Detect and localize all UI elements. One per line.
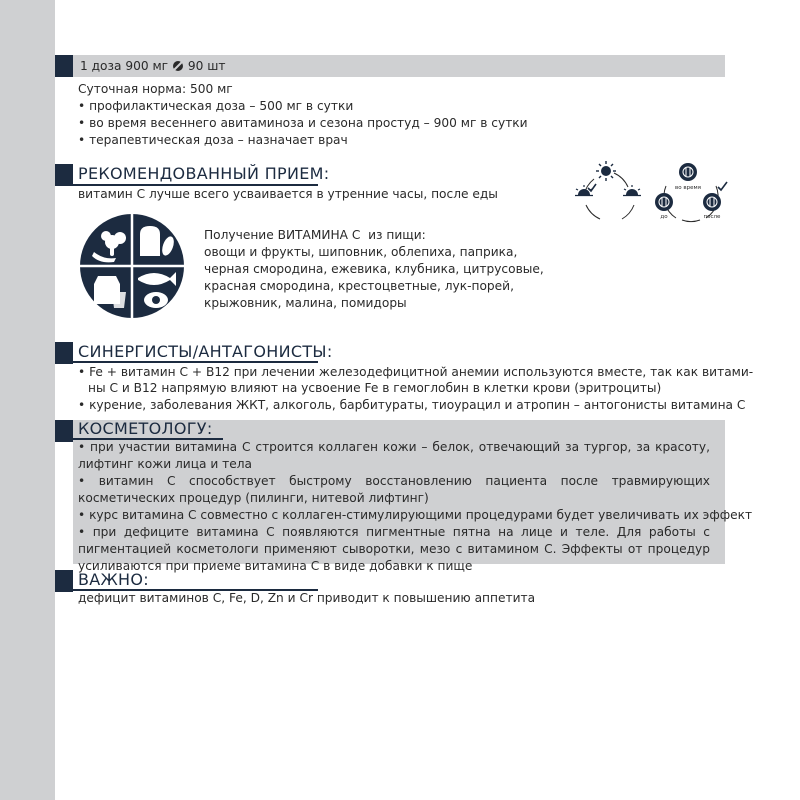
heading-underline — [73, 361, 318, 363]
food-title: Получение ВИТАМИНА С из пищи: — [204, 228, 426, 242]
daily-norm-value: 500 мг — [189, 82, 233, 96]
plate-icon-during — [679, 163, 697, 181]
synergist-item: • курение, заболевания ЖКТ, алкоголь, барбитураты, тиоурацил и атропин – антогонисты витамина С — [78, 398, 746, 412]
daily-item: • терапевтическая доза – назначает врач — [78, 133, 348, 147]
important-heading: ВАЖНО: — [78, 570, 149, 589]
synergists-heading: СИНЕРГИСТЫ/АНТАГОНИСТЫ: — [78, 342, 333, 361]
sun-icon — [596, 161, 616, 181]
food-line: овощи и фрукты, шиповник, облепиха, паприка, — [204, 245, 518, 259]
recommended-heading: РЕКОМЕНДОВАННЫЙ ПРИЕМ: — [78, 164, 330, 183]
cosmetology-item: • при дефиците витамина С появляются пигментные пятна на лице и теле. Для работы с пигментацией косметологи применяют сыворотки, мезо с витамином С. Эффекты от процедур усиливаются при приеме витамина С в виде добавки к пище — [78, 525, 710, 573]
recommended-text: витамин С лучше всего усваивается в утренние часы, после еды — [78, 187, 498, 201]
synergist-item: ны С и В12 напрямую влияют на усвоение Fe в гемоглобин в клетки крови (эритроциты) — [88, 381, 662, 395]
daily-item: • во время весеннего авитаминоза и сезона простуд – 900 мг в сутки — [78, 116, 528, 130]
food-line: крыжовник, малина, помидоры — [204, 296, 407, 310]
checkmark-icon — [718, 182, 727, 190]
section-marker — [55, 342, 73, 364]
tablet-icon — [173, 61, 183, 71]
plate-icon-after — [703, 193, 721, 211]
section-marker — [55, 164, 73, 186]
sunset-icon — [623, 185, 641, 196]
meal-label-before: до — [660, 214, 668, 220]
food-line: красная смородина, крестоцветные, лук-порей, — [204, 279, 514, 293]
synergist-item: • Fe + витамин С + В12 при лечении железодефицитной анемии используются вместе, так как витами- — [78, 365, 754, 379]
dose-value: 1 доза 900 мг — [80, 59, 169, 73]
cosmetology-item: • витамин С способствует быстрому восстановлению пациента после травмирующих косметических процедур (пилинги, нитевой лифтинг) — [78, 474, 710, 505]
meal-label-after: после — [703, 214, 721, 220]
daily-item: • профилактическая доза – 500 мг в сутки — [78, 99, 354, 113]
meal-timing-cycle-icon — [652, 160, 730, 230]
cosmetology-item: • при участии витамина С строится коллаген кожи – белок, отвечающий за тургор, за красоту, лифтинг кожи лица и тела — [78, 440, 710, 471]
checkmark-icon — [588, 184, 596, 191]
plate-icon-before — [655, 193, 673, 211]
meal-label-during: во время — [675, 185, 701, 191]
left-margin-strip — [0, 0, 55, 800]
dose-bar-text — [80, 58, 225, 75]
cosmetology-item: • курс витамина С совместно с коллаген-стимулирующими процедурами будет увеличивать их эффект — [78, 508, 753, 522]
food-line: черная смородина, ежевика, клубника, цитрусовые, — [204, 262, 544, 276]
daily-norm — [78, 81, 233, 98]
moon-icon — [604, 212, 611, 226]
food-plate-icon — [76, 210, 188, 322]
section-marker — [55, 570, 73, 592]
cosmetology-heading: КОСМЕТОЛОГУ: — [78, 419, 213, 438]
important-text: дефицит витаминов С, Fe, D, Zn и Cr приводит к повышению аппетита — [78, 591, 536, 605]
section-marker — [55, 420, 73, 442]
time-of-day-cycle-icon — [572, 157, 652, 232]
dose-bar-marker — [55, 55, 73, 77]
daily-norm-label: Суточная норма: — [78, 82, 187, 96]
dose-count: 90 шт — [187, 59, 226, 73]
